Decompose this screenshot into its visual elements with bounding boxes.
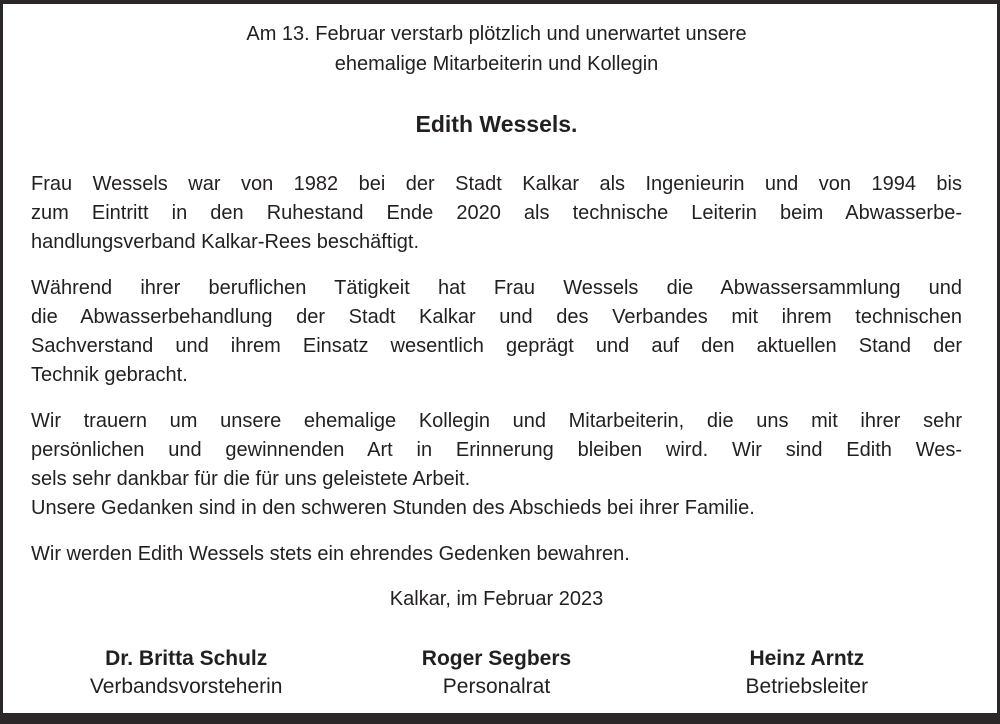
text-line: die Abwasserbehandlung der Stadt Kalkar und des Verbandes mit ihrem technischen [31,306,962,328]
text-line: Wir werden Edith Wessels stets ein ehrendes Gedenken bewahren. [31,543,630,565]
signatory-name: Roger Segbers [421,647,572,670]
signatory-1 [31,645,341,701]
intro-block [31,19,962,79]
signatory-role: Verbandsvorsteherin [89,675,283,698]
text-line: Während ihrer beruflichen Tätigkeit hat Frau Wessels die Abwassersammlung und [31,277,962,299]
signatory-role: Betriebsleiter [745,675,869,698]
dateline: Kalkar, im Februar 2023 [389,588,604,610]
intro-line-1: Am 13. Februar verstarb plötzlich und unerwartet unsere [246,23,747,45]
text-line: Frau Wessels war von 1982 bei der Stadt Kalkar als Ingenieurin und von 1994 bis [31,173,962,195]
signatory-2 [341,645,651,701]
intro-line-2: ehemalige Mitarbeiterin und Kollegin [334,53,659,75]
paragraph-career [31,170,962,257]
paragraph-achievements [31,274,962,390]
text-line: persönlichen und gewinnenden Art in Erinnerung bleiben wird. Wir sind Edith Wes- [31,439,962,461]
signatory-role: Personalrat [442,675,551,698]
text-line: Unsere Gedanken sind in den schweren Stunden des Abschieds bei ihrer Familie. [31,497,755,519]
paragraph-remembrance [31,540,962,569]
signatures-block [31,645,962,701]
text-line: Technik gebracht. [31,364,188,386]
text-line: zum Eintritt in den Ruhestand Ende 2020 als technische Leiterin beim Abwasserbe- [31,202,962,224]
text-line: handlungsverband Kalkar-Rees beschäftigt. [31,231,420,253]
text-line: Wir trauern um unsere ehemalige Kollegin und Mitarbeiterin, die uns mit ihrer sehr [31,410,962,432]
paragraph-mourning [31,407,962,523]
text-line: sels sehr dankbar für die für uns geleistete Arbeit. [31,468,471,490]
deceased-name: Edith Wessels. [415,111,578,137]
text-line: Sachverstand und ihrem Einsatz wesentlich geprägt und auf den aktuellen Stand der [31,335,962,357]
signatory-name: Dr. Britta Schulz [105,647,268,670]
signatory-3 [652,645,962,701]
signatory-name: Heinz Arntz [749,647,865,670]
